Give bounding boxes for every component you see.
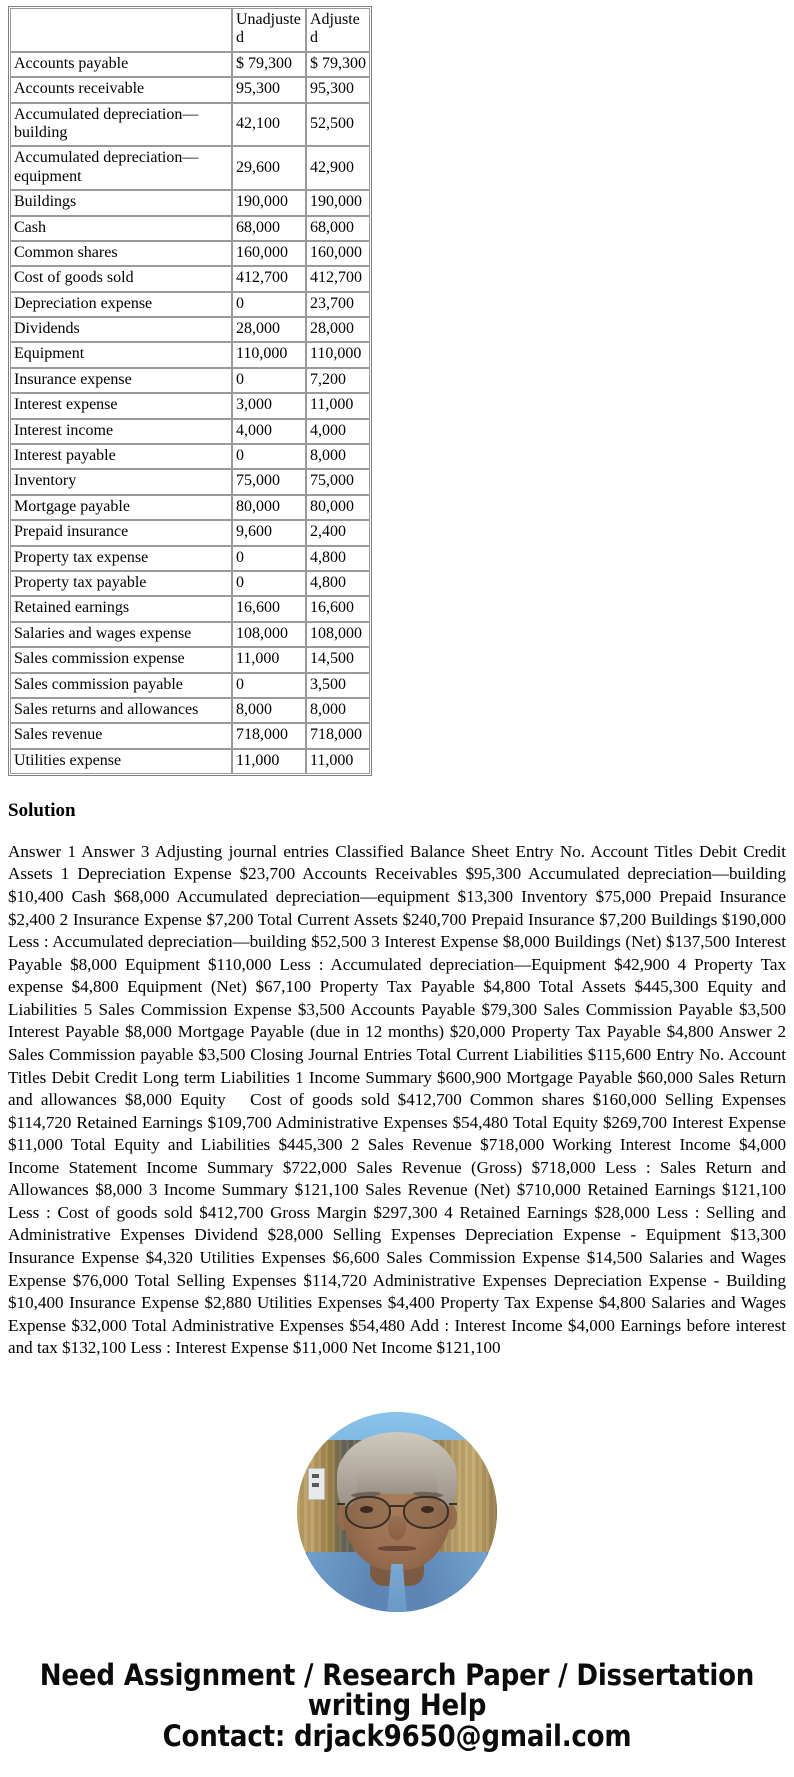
cell-adjusted-value: 160,000 xyxy=(306,241,370,266)
cell-unadjusted-value: 42,100 xyxy=(232,103,306,147)
cell-adjusted-value: 11,000 xyxy=(306,749,370,774)
table-row xyxy=(10,52,370,77)
cell-account-name: Buildings xyxy=(10,190,232,215)
cell-unadjusted-value: 0 xyxy=(232,444,306,469)
cell-adjusted-value: 75,000 xyxy=(306,469,370,494)
cell-account-name: Insurance expense xyxy=(10,368,232,393)
promo-line-1: Need Assignment / Research Paper / Dissertation xyxy=(39,1657,755,1692)
cell-account-name: Sales commission expense xyxy=(10,647,232,672)
cell-adjusted-value: 80,000 xyxy=(306,495,370,520)
cell-unadjusted-value: 0 xyxy=(232,571,306,596)
avatar-eye-right xyxy=(421,1506,434,1513)
cell-unadjusted-value: 160,000 xyxy=(232,241,306,266)
table-row xyxy=(10,647,370,672)
cell-unadjusted-value: 110,000 xyxy=(232,342,306,367)
table-row xyxy=(10,241,370,266)
cell-adjusted-value: 16,600 xyxy=(306,596,370,621)
cell-adjusted-value: 4,000 xyxy=(306,419,370,444)
cell-unadjusted-value: 0 xyxy=(232,292,306,317)
cell-account-name: Sales commission payable xyxy=(10,673,232,698)
cell-adjusted-value: 23,700 xyxy=(306,292,370,317)
promo-footer xyxy=(0,1657,794,1777)
promo-line-3: Contact: drjack9650@gmail.com xyxy=(162,1718,632,1753)
cell-account-name: Salaries and wages expense xyxy=(10,622,232,647)
cell-account-name: Property tax expense xyxy=(10,546,232,571)
cell-adjusted-value: 8,000 xyxy=(306,698,370,723)
table-row xyxy=(10,266,370,291)
trial-balance-section xyxy=(0,0,794,776)
table-row xyxy=(10,571,370,596)
cell-account-name: Accounts payable xyxy=(10,52,232,77)
cell-account-name: Dividends xyxy=(10,317,232,342)
table-row xyxy=(10,419,370,444)
cell-unadjusted-value: 0 xyxy=(232,368,306,393)
cell-unadjusted-value: 80,000 xyxy=(232,495,306,520)
cell-adjusted-value: 412,700 xyxy=(306,266,370,291)
cell-adjusted-value: 42,900 xyxy=(306,146,370,190)
cell-adjusted-value: 108,000 xyxy=(306,622,370,647)
cell-unadjusted-value: $ 79,300 xyxy=(232,52,306,77)
cell-adjusted-value: 11,000 xyxy=(306,393,370,418)
cell-account-name: Common shares xyxy=(10,241,232,266)
cell-account-name: Accumulated depreciation—building xyxy=(10,103,232,147)
cell-unadjusted-value: 16,600 xyxy=(232,596,306,621)
cell-unadjusted-value: 29,600 xyxy=(232,146,306,190)
cell-unadjusted-value: 4,000 xyxy=(232,419,306,444)
table-row xyxy=(10,596,370,621)
cell-account-name: Accounts receivable xyxy=(10,77,232,102)
trial-balance-table xyxy=(8,6,372,776)
cell-unadjusted-value: 95,300 xyxy=(232,77,306,102)
header-unadjusted: Unadjusted xyxy=(232,8,306,52)
cell-unadjusted-value: 718,000 xyxy=(232,723,306,748)
header-adjusted: Adjusted xyxy=(306,8,370,52)
cell-account-name: Prepaid insurance xyxy=(10,520,232,545)
avatar-mouth xyxy=(378,1546,416,1551)
cell-adjusted-value: 95,300 xyxy=(306,77,370,102)
table-row xyxy=(10,749,370,774)
solution-heading: Solution xyxy=(8,800,76,822)
cell-adjusted-value: 28,000 xyxy=(306,317,370,342)
table-row xyxy=(10,292,370,317)
cell-account-name: Cash xyxy=(10,216,232,241)
cell-unadjusted-value: 0 xyxy=(232,546,306,571)
avatar-light-switch xyxy=(308,1468,325,1500)
cell-adjusted-value: $ 79,300 xyxy=(306,52,370,77)
avatar-glasses-temple-right xyxy=(449,1503,457,1506)
header-account-blank xyxy=(10,8,232,52)
avatar-glasses-temple-left xyxy=(337,1503,345,1506)
avatar-glasses-bridge xyxy=(388,1505,406,1508)
cell-account-name: Equipment xyxy=(10,342,232,367)
table-row xyxy=(10,698,370,723)
cell-adjusted-value: 110,000 xyxy=(306,342,370,367)
cell-account-name: Depreciation expense xyxy=(10,292,232,317)
table-header-row xyxy=(10,8,370,52)
cell-adjusted-value: 4,800 xyxy=(306,571,370,596)
cell-account-name: Mortgage payable xyxy=(10,495,232,520)
table-row xyxy=(10,342,370,367)
trial-balance-body xyxy=(10,8,370,774)
cell-unadjusted-value: 9,600 xyxy=(232,520,306,545)
table-row xyxy=(10,216,370,241)
avatar xyxy=(297,1412,497,1612)
cell-account-name: Inventory xyxy=(10,469,232,494)
cell-unadjusted-value: 0 xyxy=(232,673,306,698)
table-row xyxy=(10,622,370,647)
table-row xyxy=(10,103,370,147)
cell-adjusted-value: 4,800 xyxy=(306,546,370,571)
cell-account-name: Interest income xyxy=(10,419,232,444)
cell-unadjusted-value: 108,000 xyxy=(232,622,306,647)
cell-adjusted-value: 68,000 xyxy=(306,216,370,241)
cell-account-name: Accumulated depreciation—equipment xyxy=(10,146,232,190)
table-row xyxy=(10,469,370,494)
cell-unadjusted-value: 412,700 xyxy=(232,266,306,291)
cell-account-name: Property tax payable xyxy=(10,571,232,596)
cell-adjusted-value: 190,000 xyxy=(306,190,370,215)
table-row xyxy=(10,77,370,102)
solution-body-text: Answer 1 Answer 3 Adjusting journal entries Classified Balance Sheet Entry No. Account Titles Debit Credit Assets 1 Depreciation Expense $23,700 Accounts Receivables $95,300 Accumulated depreciation—building $10,400 Cash $68,000 Accumulated depreciation—equipment $13,300 Inventory $75,000 Prepaid Insurance $2,400 2 Insurance Expense $7,200 Total Current Assets $240,700 Prepaid Insurance $7,200 Buildings $190,000 Less : Accumulated depreciation—building $52,500 3 Interest Expense $8,000 Buildings (Net) $137,500 Interest Payable $8,000 Equipment $110,000 Less : Accumulated depreciation—Equipment $42,900 4 Property Tax expense $4,800 Equipment (Net) $67,100 Property Tax Payable $4,800 Total Assets $445,300 Equity and Liabilities 5 Sales Commission Expense $3,500 Accounts Payable $79,300 Sales Commission Payable $3,500 Interest Payable $8,000 Mortgage Payable (due in 12 months) $20,000 Property Tax Payable $4,800 Answer 2 Sales Commission payable $3,500 Closing Journal Entries Total Current Liabilities $115,600 Entry No. Account Titles Debit Credit Long term Liabilities 1 Income Summary $600,900 Mortgage Payable $60,000 Sales Return and allowances $8,000 Equity Cost of goods sold $412,700 Common shares $160,000 Selling Expenses $114,720 Retained Earnings $109,700 Administrative Expenses $54,480 Total Equity $269,700 Interest Expense $11,000 Total Equity and Liabilities $445,300 2 Sales Revenue $718,000 Working Interest Income $4,000 Income Statement Income Summary $722,000 Sales Revenue (Gross) $718,000 Less : Sales Return and Allowances $8,000 3 Income Summary $121,100 Sales Revenue (Net) $710,000 Retained Earnings $121,100 Less : Cost of goods sold $412,700 Gross Margin $297,300 4 Retained Earnings $28,000 Less : Selling and Administrative Expenses Dividend $28,000 Selling Expenses Depreciation Expense - Equipment $13,300 Insurance Expense $4,320 Utilities Expenses $6,600 Sales Commission Expense $14,500 Salaries and Wages Expense $76,000 Total Selling Expenses $114,720 Administrative Expenses Depreciation Expense - Building $10,400 Insurance Expense $2,880 Utilities Expenses $4,400 Property Tax Expense $4,800 Salaries and Wages Expense $32,000 Total Administrative Expenses $54,480 Add : Interest Income $4,000 Earnings before interest and tax $132,100 Less : Interest Expense $11,000 Net Income $121,100 xyxy=(8,841,791,1358)
table-row xyxy=(10,723,370,748)
cell-adjusted-value: 2,400 xyxy=(306,520,370,545)
table-row xyxy=(10,546,370,571)
cell-adjusted-value: 14,500 xyxy=(306,647,370,672)
cell-unadjusted-value: 68,000 xyxy=(232,216,306,241)
cell-adjusted-value: 718,000 xyxy=(306,723,370,748)
avatar-block xyxy=(0,1412,794,1612)
table-row xyxy=(10,495,370,520)
cell-account-name: Utilities expense xyxy=(10,749,232,774)
table-row xyxy=(10,444,370,469)
promo-line-2: writing Help xyxy=(307,1688,487,1723)
cell-unadjusted-value: 11,000 xyxy=(232,647,306,672)
table-row xyxy=(10,317,370,342)
cell-account-name: Interest expense xyxy=(10,393,232,418)
cell-adjusted-value: 52,500 xyxy=(306,103,370,147)
table-row xyxy=(10,368,370,393)
cell-unadjusted-value: 3,000 xyxy=(232,393,306,418)
cell-adjusted-value: 8,000 xyxy=(306,444,370,469)
cell-account-name: Interest payable xyxy=(10,444,232,469)
cell-account-name: Sales returns and allowances xyxy=(10,698,232,723)
cell-unadjusted-value: 75,000 xyxy=(232,469,306,494)
table-row xyxy=(10,520,370,545)
cell-adjusted-value: 7,200 xyxy=(306,368,370,393)
cell-unadjusted-value: 11,000 xyxy=(232,749,306,774)
cell-unadjusted-value: 28,000 xyxy=(232,317,306,342)
cell-adjusted-value: 3,500 xyxy=(306,673,370,698)
table-row xyxy=(10,146,370,190)
table-row xyxy=(10,673,370,698)
table-row xyxy=(10,393,370,418)
table-row xyxy=(10,190,370,215)
avatar-eye-left xyxy=(360,1506,373,1513)
cell-unadjusted-value: 190,000 xyxy=(232,190,306,215)
cell-account-name: Sales revenue xyxy=(10,723,232,748)
cell-account-name: Cost of goods sold xyxy=(10,266,232,291)
cell-account-name: Retained earnings xyxy=(10,596,232,621)
cell-unadjusted-value: 8,000 xyxy=(232,698,306,723)
